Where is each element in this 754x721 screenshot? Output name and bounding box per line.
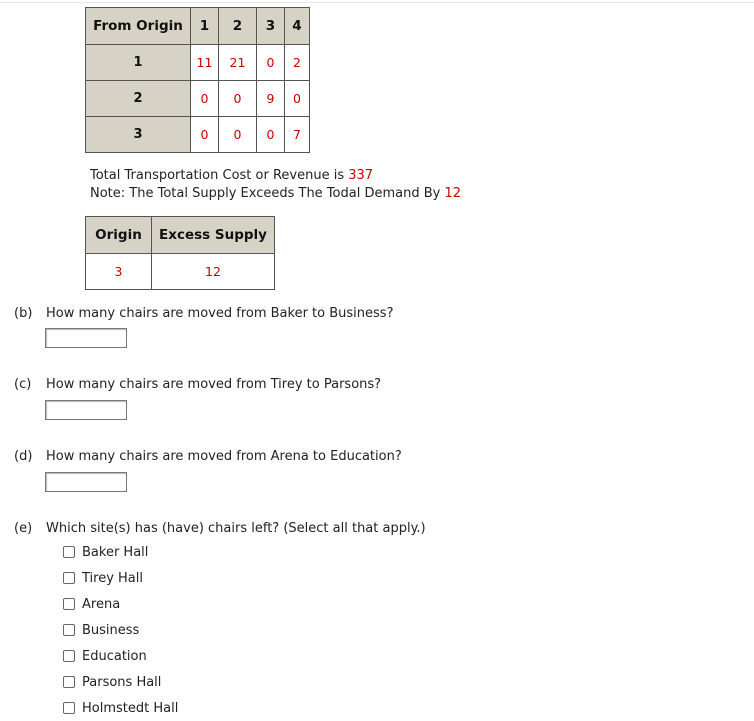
question-c-text: How many chairs are moved from Tirey to Parsons?	[46, 377, 382, 392]
table-row	[86, 81, 310, 117]
answer-b-input[interactable]	[45, 328, 127, 348]
table-cell: 2	[285, 45, 310, 81]
option-parsons-hall[interactable]	[63, 674, 161, 690]
question-e-part: (e)	[14, 521, 33, 536]
table-cell: 9	[257, 81, 285, 117]
option-label: Business	[82, 622, 140, 638]
question-d-text: How many chairs are moved from Arena to Education?	[46, 449, 402, 464]
checkbox[interactable]	[63, 546, 75, 558]
top-divider	[0, 2, 754, 3]
table-row	[86, 117, 310, 153]
table-cell: 0	[219, 81, 257, 117]
option-education[interactable]	[63, 648, 147, 664]
table-cell: 21	[219, 45, 257, 81]
question-c	[14, 377, 381, 392]
answer-d-input[interactable]	[45, 472, 127, 492]
total-cost-line	[90, 168, 373, 183]
option-baker-hall[interactable]	[63, 544, 148, 560]
option-business[interactable]	[63, 622, 139, 638]
column-header-4: 4	[285, 8, 310, 45]
question-d-part: (d)	[14, 449, 33, 464]
question-e	[14, 521, 426, 536]
option-arena[interactable]	[63, 596, 120, 612]
question-c-part: (c)	[14, 377, 32, 392]
origin-header: Origin	[86, 217, 152, 254]
table-cell: 7	[285, 117, 310, 153]
question-b-text: How many chairs are moved from Baker to Business?	[46, 306, 394, 321]
checkbox[interactable]	[63, 676, 75, 688]
transport-table	[85, 7, 310, 153]
table-cell: 0	[257, 45, 285, 81]
option-label: Education	[82, 648, 147, 664]
transport-header-row	[86, 8, 310, 45]
total-cost-text: Total Transportation Cost or Revenue is	[90, 168, 345, 183]
question-b	[14, 306, 393, 321]
option-label: Tirey Hall	[82, 570, 144, 586]
table-row	[86, 45, 310, 81]
supply-note-line	[90, 186, 461, 201]
column-header-1: 1	[191, 8, 219, 45]
row-header-origin-3: 3	[86, 117, 191, 153]
checkbox[interactable]	[63, 650, 75, 662]
table-cell: 0	[257, 117, 285, 153]
table-row	[86, 254, 275, 290]
table-cell: 0	[219, 117, 257, 153]
supply-note-text: Note: The Total Supply Exceeds The Todal Demand By	[90, 186, 441, 201]
option-holmstedt-hall[interactable]	[63, 700, 178, 716]
question-d	[14, 449, 402, 464]
answer-c-input[interactable]	[45, 400, 127, 420]
table-cell: 11	[191, 45, 219, 81]
corner-header: From Origin	[86, 8, 191, 45]
column-header-3: 3	[257, 8, 285, 45]
option-tirey-hall[interactable]	[63, 570, 143, 586]
question-e-text: Which site(s) has (have) chairs left? (Select all that apply.)	[46, 521, 426, 536]
option-label: Holmstedt Hall	[82, 700, 179, 716]
excess-supply-header: Excess Supply	[152, 217, 275, 254]
excess-header-row	[86, 217, 275, 254]
excess-supply-cell: 12	[152, 254, 275, 290]
row-header-origin-2: 2	[86, 81, 191, 117]
checkbox[interactable]	[63, 572, 75, 584]
table-cell: 0	[191, 81, 219, 117]
question-b-part: (b)	[14, 306, 33, 321]
option-label: Parsons Hall	[82, 674, 162, 690]
excess-supply-table	[85, 216, 275, 290]
option-label: Arena	[82, 596, 121, 612]
excess-origin-cell: 3	[86, 254, 152, 290]
checkbox[interactable]	[63, 702, 75, 714]
checkbox[interactable]	[63, 598, 75, 610]
table-cell: 0	[191, 117, 219, 153]
table-cell: 0	[285, 81, 310, 117]
checkbox[interactable]	[63, 624, 75, 636]
row-header-origin-1: 1	[86, 45, 191, 81]
column-header-2: 2	[219, 8, 257, 45]
total-cost-value: 337	[348, 168, 374, 183]
supply-note-value: 12	[444, 186, 462, 201]
option-label: Baker Hall	[82, 544, 149, 560]
